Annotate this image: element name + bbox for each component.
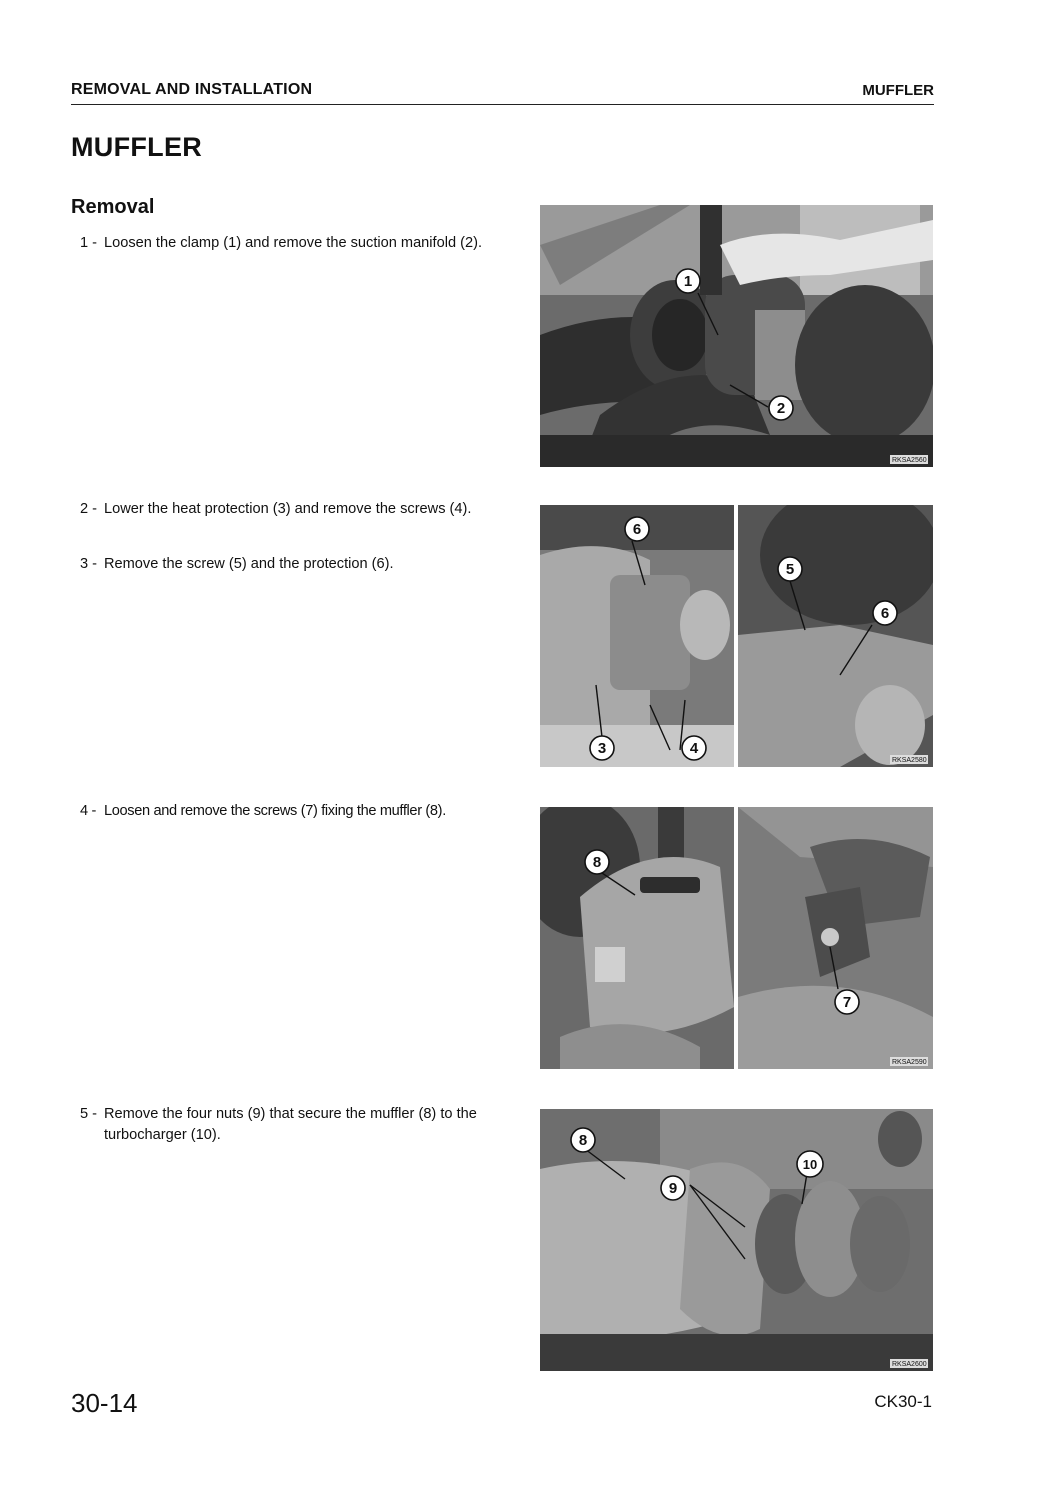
step-number: 3 -	[80, 556, 98, 572]
callout-label: 2	[776, 400, 786, 417]
callout-label: 4	[689, 740, 699, 757]
figure-heat-protection	[540, 505, 933, 767]
figure-muffler-screws	[540, 807, 933, 1069]
callout-label: 8	[592, 854, 602, 871]
figure-code: RKSA2560	[892, 457, 927, 464]
figure-code: RKSA2600	[892, 1361, 927, 1368]
callout-label: 10	[802, 1157, 818, 1172]
step-text: Remove the four nuts (9) that secure the muffler (8) to the turbocharger (10).	[104, 1106, 477, 1143]
figure-illustration	[540, 205, 933, 467]
section-subtitle: Removal	[71, 196, 155, 218]
callout-label: 7	[842, 994, 852, 1011]
header-topic: MUFFLER	[862, 82, 934, 99]
callout-label: 6	[632, 521, 642, 538]
callout-label: 1	[683, 273, 693, 290]
footer-model: CK30-1	[874, 1392, 932, 1411]
header-rule	[71, 104, 934, 105]
step-4	[80, 801, 508, 822]
figure-code: RKSA2590	[892, 1059, 927, 1066]
callout-label: 9	[668, 1180, 678, 1197]
callout-label: 5	[785, 561, 795, 578]
step-text: Loosen and remove the screws (7) fixing the muffler (8).	[104, 803, 446, 819]
step-number: 2 -	[80, 501, 98, 517]
figure-illustration	[540, 1109, 933, 1371]
figure-suction-manifold	[540, 205, 933, 467]
figure-turbocharger-nuts	[540, 1109, 933, 1371]
step-text: Loosen the clamp (1) and remove the suction manifold (2).	[104, 235, 483, 251]
callout-label: 3	[597, 740, 607, 757]
step-number: 1 -	[80, 235, 98, 251]
step-3	[80, 554, 508, 575]
header-section: REMOVAL AND INSTALLATION	[71, 81, 313, 98]
step-text: Remove the screw (5) and the protection (6).	[104, 556, 394, 572]
step-5	[80, 1104, 508, 1146]
callout-label: 6	[880, 605, 890, 622]
step-1	[80, 233, 508, 254]
step-text: Lower the heat protection (3) and remove the screws (4).	[104, 501, 472, 517]
figure-illustration	[540, 505, 933, 767]
step-2	[80, 499, 508, 520]
figure-illustration	[540, 807, 933, 1069]
callout-label: 8	[578, 1132, 588, 1149]
footer-page-number: 30-14	[71, 1388, 138, 1418]
figure-code: RKSA2580	[892, 757, 927, 764]
step-number: 5 -	[80, 1106, 98, 1122]
page-title: MUFFLER	[71, 132, 203, 162]
step-number: 4 -	[80, 803, 96, 819]
